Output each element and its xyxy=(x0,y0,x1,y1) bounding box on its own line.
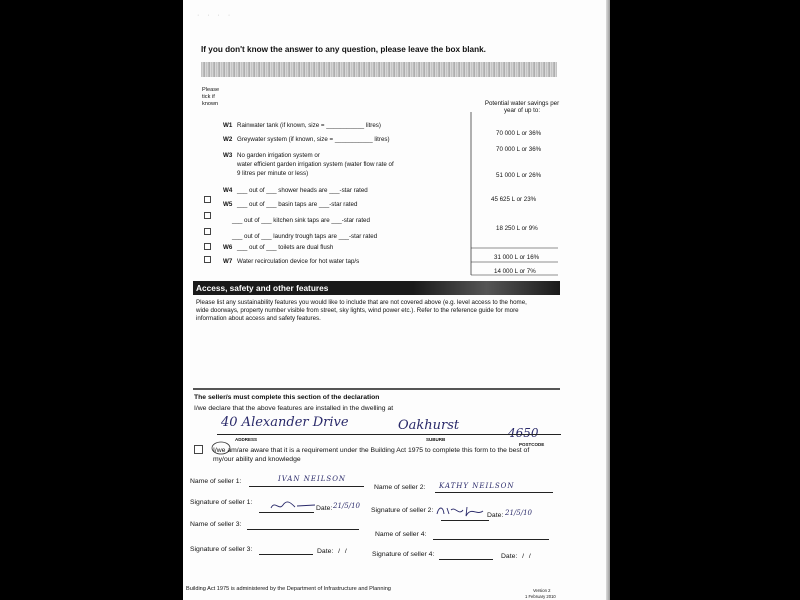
row-w7 xyxy=(223,258,359,265)
top-instruction: If you don't know the answer to any question, please leave the box blank. xyxy=(201,45,486,54)
row-w5 xyxy=(223,201,357,208)
date3-blank[interactable]: Date: / / xyxy=(317,548,347,555)
row-text: Water recirculation device for hot water tap/s xyxy=(237,258,360,265)
row-saving: 45 625 L or 23% xyxy=(491,196,537,203)
name4-field[interactable] xyxy=(433,539,549,540)
row-code: W7 xyxy=(223,258,233,265)
row-w4 xyxy=(223,187,368,194)
row-saving: 18 250 L or 9% xyxy=(496,225,538,232)
row-saving: 31 000 L or 16% xyxy=(494,254,540,261)
name2-label: Name of seller 2: xyxy=(374,484,426,491)
row-code: W6 xyxy=(223,244,233,251)
postcode-value[interactable]: 4650 xyxy=(508,426,539,440)
checkbox-w4[interactable] xyxy=(204,196,211,203)
section-text-line: wide doorways, property number visible from street, sky lights, wind power etc.). Refer to the reference guide for more xyxy=(196,307,519,314)
sig2-line xyxy=(441,520,489,521)
divider xyxy=(193,388,560,390)
sig3-label: Signature of seller 3: xyxy=(190,546,253,553)
date1-value[interactable]: 21/5/10 xyxy=(333,502,360,510)
suburb-label: SUBURB xyxy=(426,437,446,442)
row-text: No garden irrigation system or xyxy=(237,152,320,159)
sig3-field[interactable] xyxy=(259,554,313,555)
aware-text-2: my/our ability and knowledge xyxy=(213,456,301,463)
name3-field[interactable] xyxy=(247,529,359,530)
checkbox-w7[interactable] xyxy=(204,256,211,263)
name2-value[interactable]: KATHY NEILSON xyxy=(439,482,515,490)
section-text-line: information about access and safety features. xyxy=(196,315,321,322)
date2-label: Date: xyxy=(487,512,504,519)
signature-1 xyxy=(269,499,319,513)
address-label: ADDRESS xyxy=(235,437,258,442)
row-text: Greywater system (if known, size = ___________ litres) xyxy=(237,136,390,143)
row-w6 xyxy=(223,244,333,251)
sig4-field[interactable] xyxy=(439,559,493,560)
name3-label: Name of seller 3: xyxy=(190,521,242,528)
address-line xyxy=(217,434,561,435)
tick-header: Please tick if known xyxy=(202,87,220,107)
date4-blank[interactable]: Date: / / xyxy=(501,553,531,560)
form-page xyxy=(183,0,610,600)
declaration-text: I/we declare that the above features are installed in the dwelling at xyxy=(194,405,394,412)
row-text-line3: 9 litres per minute or less) xyxy=(237,170,309,177)
checkbox-kitchen[interactable] xyxy=(204,228,211,235)
section-text-line: Please list any sustainability features you would like to include that are not covered above (e.g. level access to the home, xyxy=(196,299,527,306)
name4-label: Name of seller 4: xyxy=(375,531,427,538)
sig1-label: Signature of seller 1: xyxy=(190,499,253,506)
row-code: W1 xyxy=(223,122,233,129)
row-code: W3 xyxy=(223,152,233,159)
row-code: W2 xyxy=(223,136,233,143)
name1-value[interactable]: IVAN NEILSON xyxy=(278,475,347,483)
row-laundry: ___ out of ___ laundry trough taps are ___-star rated xyxy=(232,233,378,240)
row-saving: 70 000 L or 36% xyxy=(496,146,542,153)
postcode-label: POSTCODE xyxy=(519,442,545,447)
checkbox-w5[interactable] xyxy=(204,212,211,219)
row-text: ___ out of ___ toilets are dual flush xyxy=(237,244,334,251)
sig1-line xyxy=(259,512,314,513)
checkbox-w6[interactable] xyxy=(204,243,211,250)
row-kitchen: ___ out of ___ kitchen sink taps are ___-star rated xyxy=(232,217,370,224)
row-text: Rainwater tank (if known, size = ___________ litres) xyxy=(237,122,381,129)
version-line-1: Version 2 xyxy=(533,588,551,593)
row-w2 xyxy=(223,136,390,143)
savings-header: Potential water savings per year of up to: xyxy=(484,100,560,114)
row-w3 xyxy=(223,152,320,159)
address-value[interactable]: 40 Alexander Drive xyxy=(221,415,349,430)
row-text-line2: water efficient garden irrigation system (water flow rate of xyxy=(237,161,394,168)
row-code: W5 xyxy=(223,201,233,208)
row-saving: 51 000 L or 26% xyxy=(496,172,542,179)
declaration-heading: The seller/s must complete this section of the declaration xyxy=(194,394,380,401)
row-saving: 70 000 L or 36% xyxy=(496,130,542,137)
footer-text: Building Act 1975 is administered by the Department of Infrastructure and Planning xyxy=(186,586,391,592)
name1-line xyxy=(249,486,364,487)
aware-checkbox[interactable] xyxy=(194,445,203,454)
features-textarea[interactable] xyxy=(195,325,557,383)
name1-label: Name of seller 1: xyxy=(190,478,242,485)
sig2-label: Signature of seller 2: xyxy=(371,507,434,514)
row-saving: 14 000 L or 7% xyxy=(494,268,536,275)
version-line-2: 1 February 2010 xyxy=(525,594,556,599)
row-w1 xyxy=(223,122,381,129)
aware-text: I/we am/are aware that it is a requirement under the Building Act 1975 to complete this form to the best of xyxy=(213,447,530,454)
name2-line xyxy=(435,492,553,493)
row-text: ___ out of ___ shower heads are ___-star rated xyxy=(237,187,368,194)
scan-mark: · · · · xyxy=(197,12,234,19)
row-code: W4 xyxy=(223,187,233,194)
row-text: ___ out of ___ basin taps are ___-star rated xyxy=(237,201,358,208)
date2-value[interactable]: 21/5/10 xyxy=(505,509,532,517)
signature-2 xyxy=(435,504,490,520)
date1-label: Date: xyxy=(316,505,333,512)
section-title: Access, safety and other features xyxy=(196,283,329,293)
sig4-label: Signature of seller 4: xyxy=(372,551,435,558)
suburb-value[interactable]: Oakhurst xyxy=(398,418,460,433)
